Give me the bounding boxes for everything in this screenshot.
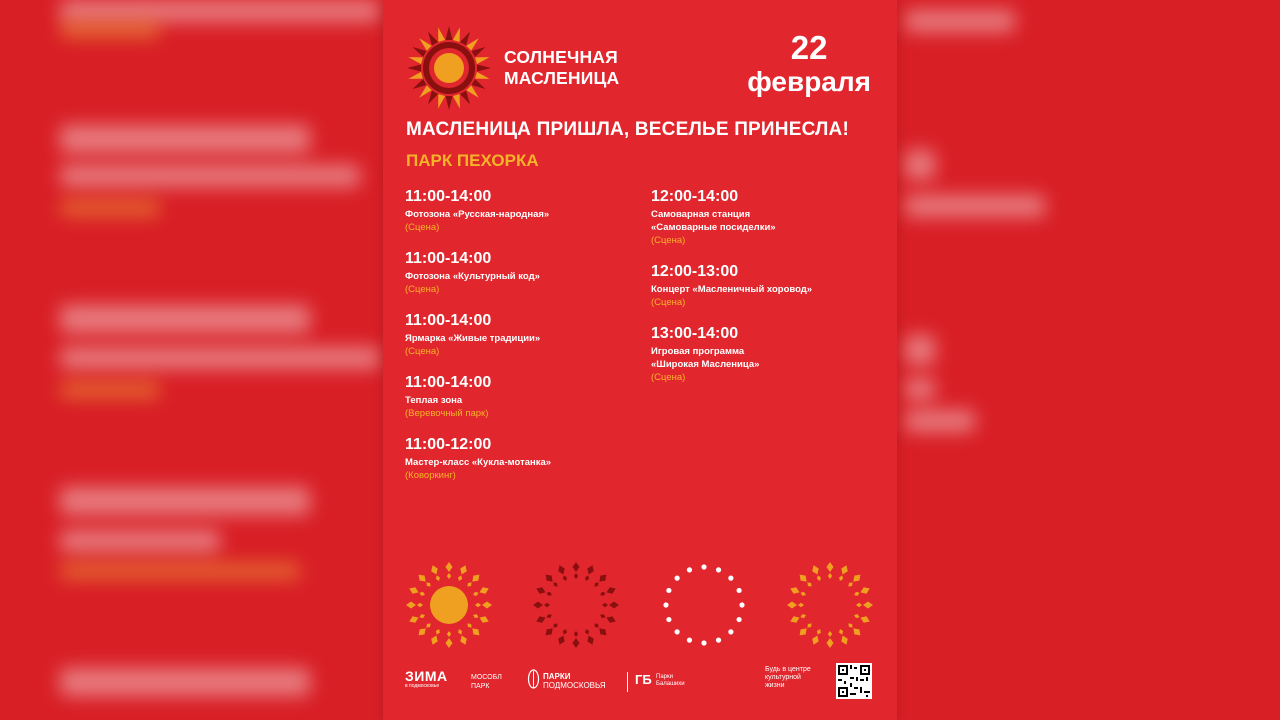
event-place: (Коворкинг) [405,470,456,481]
event-time: 11:00-14:00 [405,312,492,329]
slogan: МАСЛЕНИЦА ПРИШЛА, ВЕСЕЛЬЕ ПРИНЕСЛА! [406,119,850,140]
event-item [405,250,645,296]
schedule-left-column [405,188,645,498]
event-item [651,263,891,309]
event-place: (Сцена) [405,284,440,295]
event-time: 11:00-14:00 [405,250,492,267]
date-month: февраля [747,66,871,97]
mosoblpark-logo [471,673,502,691]
event-item [405,374,645,420]
event-place: (Веревочный парк) [405,408,489,419]
event-title-line-2: «Самоварные посиделки» [651,222,776,233]
event-time: 11:00-14:00 [405,374,492,391]
gb-logo-mark: ГБ [635,672,652,687]
dotted-ring-icon [657,558,751,652]
event-item [405,312,645,358]
parki-line-1: ПАРКИ [543,672,571,681]
gb-line-1: Парки [656,674,673,680]
event-time: 13:00-14:00 [651,325,739,342]
event-title: Фотозона «Культурный код» [405,271,540,282]
event-title: Теплая зона [405,395,463,406]
brand-line-2: МАСЛЕНИЦА [504,68,620,88]
sun-icon [402,558,496,652]
parki-line-2: ПОДМОСКОВЬЯ [543,681,606,690]
parki-podmoskovya-logo [543,672,606,690]
event-place: (Сцена) [651,297,686,308]
zima-logo [405,668,448,689]
mos-line-1: МОСОБЛ [471,674,502,681]
parki-balashikhi-logo [656,674,685,688]
orange-sun-ring-icon [783,558,877,652]
event-item [405,436,645,482]
event-poster [383,0,897,720]
event-title: Ярмарка «Живые традиции» [405,333,541,344]
zima-label: ЗИМА [405,668,448,684]
culture-tagline [765,666,811,690]
event-place: (Сцена) [405,222,440,233]
mos-line-2: ПАРК [471,683,490,690]
sun-logo-icon [405,24,493,112]
event-place: (Сцена) [405,346,440,357]
event-title: Игровая программа [651,346,745,357]
event-item [651,188,891,247]
brand-name [504,47,619,89]
footer-logos [383,660,897,700]
event-time: 11:00-12:00 [405,436,492,453]
logo-divider [627,672,628,692]
event-title-line-2: «Широкая Масленица» [651,359,760,370]
gb-line-2: Балашихи [656,681,685,687]
zima-sub-label: в подмосковье [405,683,440,689]
dark-sun-ring-icon [529,558,623,652]
event-place: (Сцена) [651,235,686,246]
parki-leaf-icon [527,668,540,690]
event-time: 11:00-14:00 [405,188,492,205]
event-time: 12:00-13:00 [651,263,739,280]
date-day: 22 [790,29,828,66]
event-title: Мастер-класс «Кукла-мотанка» [405,457,552,468]
event-item [405,188,645,234]
event-time: 12:00-14:00 [651,188,739,205]
bud-line-3: жизни [765,682,785,689]
schedule-right-column [651,188,891,400]
park-name: ПАРК ПЕХОРКА [406,151,539,170]
event-item [651,325,891,384]
event-title: Самоварная станция [651,209,751,220]
bud-line-2: культурной [765,674,801,681]
event-place: (Сцена) [651,372,686,383]
event-date [747,30,871,98]
brand-line-1: СОЛНЕЧНАЯ [504,47,618,67]
event-title: Фотозона «Русская-народная» [405,209,550,220]
qr-code-icon[interactable] [836,663,872,699]
bud-line-1: Будь в центре [765,666,811,673]
event-title: Концерт «Масленичный хоровод» [651,284,813,295]
